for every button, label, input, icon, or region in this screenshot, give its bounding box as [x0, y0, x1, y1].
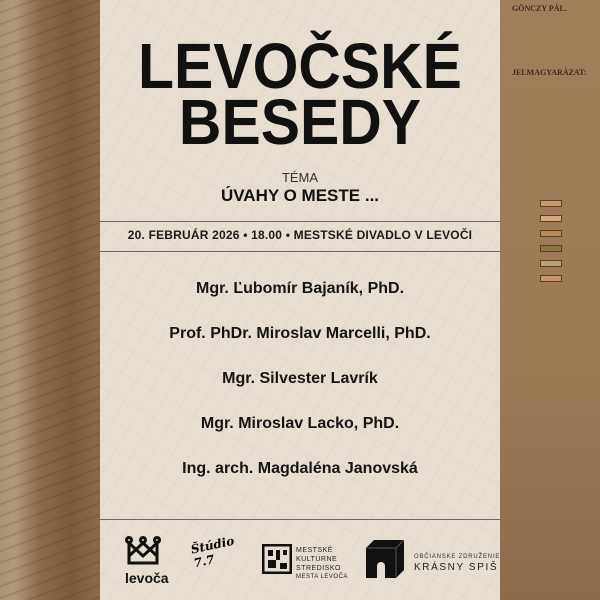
map-background-left: [0, 0, 100, 600]
cube-icon: [364, 540, 406, 578]
speaker-list: [100, 280, 500, 505]
map-legend-title: JELMAGYARÁZAT:: [512, 68, 587, 77]
divider: [100, 519, 500, 520]
theme-label: TÉMA: [281, 170, 319, 185]
speaker: Prof. PhDr. Miroslav Marcelli, PhD.: [169, 325, 431, 342]
divider: [100, 251, 500, 252]
crown-icon: [125, 536, 161, 566]
map-legend-swatches: [540, 200, 562, 290]
studio-logo: Štúdio 7.7: [189, 533, 236, 571]
krasny-spis-name: KRÁSNY SPIŠ: [414, 562, 499, 573]
castle-icon: [262, 544, 292, 574]
mks-logo-text: [296, 546, 348, 582]
levoca-logo: [125, 536, 169, 586]
theme-title: ÚVAHY O MESTE ...: [220, 186, 380, 205]
map-background-right: [500, 0, 600, 600]
title-line-1: LEVOČSKÉ: [138, 30, 462, 102]
speaker: Mgr. Miroslav Lacko, PhD.: [200, 415, 400, 432]
mks-line: MESTSKÉ: [296, 547, 333, 554]
mks-line: KULTÚRNE: [296, 556, 338, 563]
mks-line: MESTA LEVOČA: [296, 574, 348, 580]
krasny-spis-logo: [364, 540, 504, 580]
mks-line: STREDISKO: [296, 565, 341, 572]
krasny-spis-subtitle: OBČIANSKE ZDRUŽENIE: [414, 554, 501, 560]
poster-panel: [100, 0, 500, 600]
event-info: 20. FEBRUÁR 2026 • 18.00 • MESTSKÉ DIVADLO V LEVOČI: [127, 228, 473, 242]
levoca-logo-text: levoča: [125, 570, 169, 586]
speaker: Ing. arch. Magdaléna Janovská: [182, 460, 418, 477]
map-author: GÖNCZY PÁL.: [512, 4, 567, 13]
speaker: Mgr. Silvester Lavrík: [222, 370, 378, 387]
title-line-2: BESEDY: [178, 86, 422, 158]
speaker: Mgr. Ľubomír Bajaník, PhD.: [195, 280, 405, 297]
divider: [100, 221, 500, 222]
partner-logos: [100, 530, 500, 590]
